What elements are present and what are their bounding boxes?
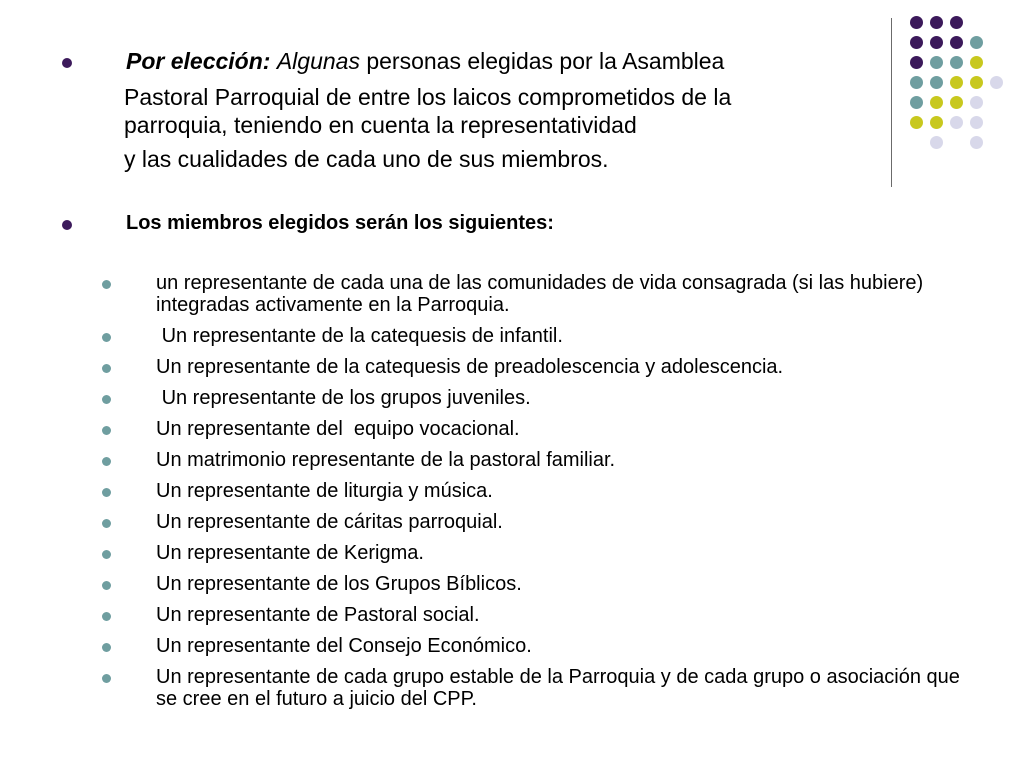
teal-bullet-icon [102, 550, 111, 559]
teal-bullet-icon [102, 612, 111, 621]
teal-bullet-icon [102, 280, 111, 289]
list-item [102, 666, 982, 710]
list-item [102, 635, 982, 657]
decorative-dot-icon [910, 16, 923, 29]
teal-bullet-icon [102, 674, 111, 683]
decorative-dot-icon [910, 36, 923, 49]
algunas-word: Algunas [276, 48, 360, 74]
decorative-dot-icon [930, 76, 943, 89]
miembros-heading: Los miembros elegidos serán los siguientes: [126, 212, 554, 234]
decorative-dot-icon [910, 96, 923, 109]
list-item-text: Un representante de cada grupo estable de la Parroquia y de cada grupo o asociación que se cree en el futuro a juicio del CPP. [156, 666, 966, 710]
list-item [102, 449, 982, 471]
teal-bullet-icon [102, 643, 111, 652]
list-item-text: Un representante de liturgia y música. [156, 480, 493, 502]
divider-line [891, 18, 892, 187]
por-eleccion-line1 [126, 48, 886, 75]
decorative-dot-icon [930, 36, 943, 49]
decorative-dot-icon [970, 96, 983, 109]
list-item-text: Un representante del equipo vocacional. [156, 418, 520, 440]
por-eleccion-label: Por elección: [126, 48, 271, 74]
purple-bullet-icon [62, 220, 72, 230]
list-item [102, 325, 982, 347]
list-item-text: un representante de cada una de las comunidades de vida consagrada (si las hubiere) integradas activamente en la Parroquia. [156, 272, 929, 316]
decorative-dot-icon [910, 56, 923, 69]
teal-bullet-icon [102, 395, 111, 404]
list-item-text: Un representante de cáritas parroquial. [156, 511, 503, 533]
decorative-dot-icon [990, 76, 1003, 89]
decorative-dot-icon [930, 16, 943, 29]
por-eleccion-line4: y las cualidades de cada uno de sus miembros. [124, 146, 609, 172]
decorative-dot-icon [930, 96, 943, 109]
list-item-text: Un representante de los Grupos Bíblicos. [156, 573, 522, 595]
decorative-dot-icon [970, 76, 983, 89]
decorative-dot-icon [970, 56, 983, 69]
teal-bullet-icon [102, 488, 111, 497]
decorative-dot-icon [970, 116, 983, 129]
decorative-dot-icon [910, 76, 923, 89]
list-item-text: Un representante de Pastoral social. [156, 604, 480, 626]
list-item [102, 604, 982, 626]
decorative-dot-icon [950, 116, 963, 129]
decorative-dot-icon [950, 36, 963, 49]
list-item-text: Un representante del Consejo Económico. [156, 635, 532, 657]
decorative-dot-icon [930, 56, 943, 69]
purple-bullet-icon [62, 58, 72, 68]
list-item-text: Un representante de la catequesis de preadolescencia y adolescencia. [156, 356, 784, 378]
list-item [102, 480, 982, 502]
teal-bullet-icon [102, 426, 111, 435]
list-item-text: Un matrimonio representante de la pastoral familiar. [156, 449, 616, 471]
teal-bullet-icon [102, 519, 111, 528]
por-eleccion-line3: parroquia, teniendo en cuenta la representatividad [124, 112, 637, 138]
teal-bullet-icon [102, 333, 111, 342]
decorative-dot-icon [950, 56, 963, 69]
decorative-dot-icon [970, 136, 983, 149]
list-item [102, 387, 982, 409]
decorative-dot-icon [950, 96, 963, 109]
decorative-dot-grid [910, 16, 1010, 166]
members-list [102, 272, 982, 719]
list-item [102, 418, 982, 440]
decorative-dot-icon [970, 36, 983, 49]
list-item-text: Un representante de la catequesis de infantil. [156, 325, 563, 347]
list-item [102, 542, 982, 564]
list-item [102, 511, 982, 533]
list-item [102, 272, 982, 316]
list-item [102, 573, 982, 595]
list-item-text: Un representante de los grupos juveniles. [156, 387, 531, 409]
list-item-text: Un representante de Kerigma. [156, 542, 424, 564]
decorative-dot-icon [930, 136, 943, 149]
por-eleccion-line2: Pastoral Parroquial de entre los laicos comprometidos de la [124, 84, 732, 110]
teal-bullet-icon [102, 581, 111, 590]
decorative-dot-icon [950, 16, 963, 29]
teal-bullet-icon [102, 364, 111, 373]
decorative-dot-icon [930, 116, 943, 129]
line1-rest: personas elegidas por la Asamblea [366, 48, 725, 74]
teal-bullet-icon [102, 457, 111, 466]
list-item [102, 356, 982, 378]
decorative-dot-icon [910, 116, 923, 129]
decorative-dot-icon [950, 76, 963, 89]
